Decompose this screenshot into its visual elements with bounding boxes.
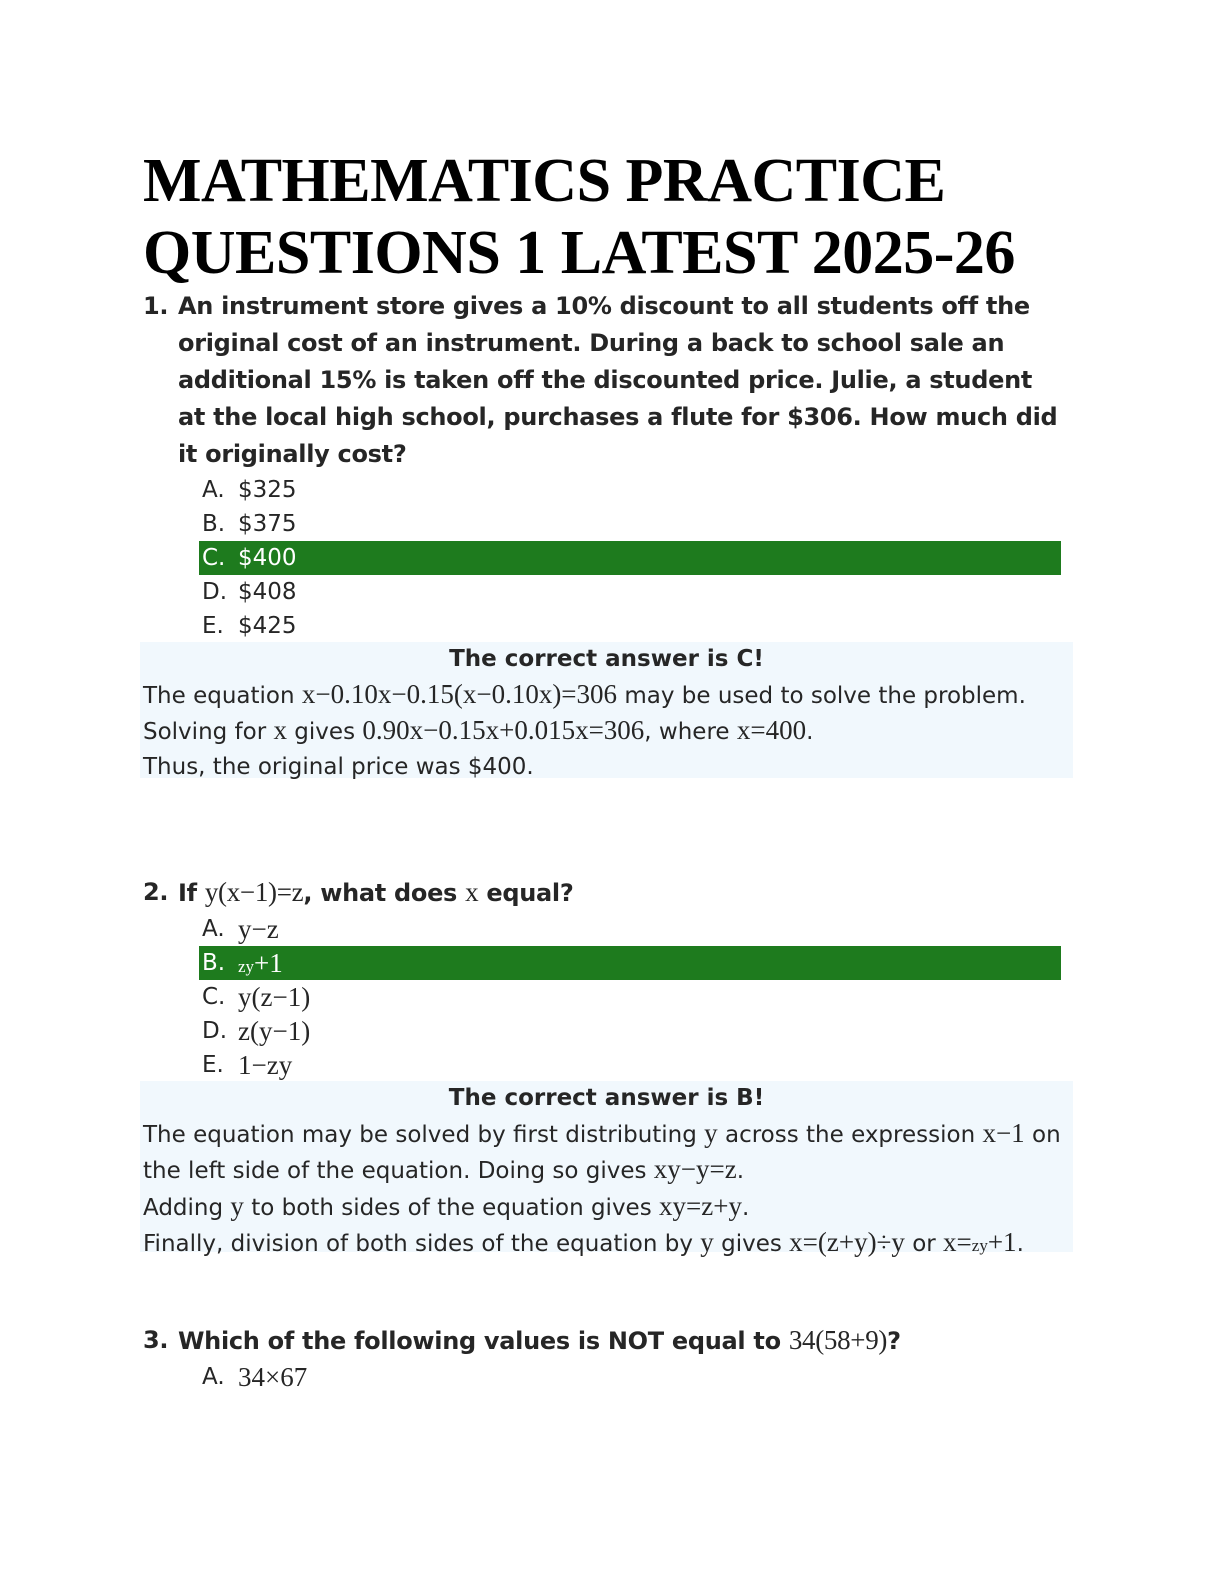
question-number: 2. <box>143 878 169 906</box>
question-1-prompt <box>143 288 1063 473</box>
explanation-line-4 <box>140 1225 1073 1264</box>
text-run: The equation may be solved by first distributing <box>143 1121 705 1148</box>
text-run: Which of the following values is NOT equal to <box>178 1327 789 1355</box>
option-a[interactable] <box>199 473 1061 507</box>
math-expression: 0.90x−0.15x+0.015x=306 <box>362 715 645 745</box>
math-expression: y <box>700 1227 714 1257</box>
option-value: 1−zy <box>238 1050 293 1080</box>
text-run: gives <box>713 1231 790 1257</box>
option-letter: A. <box>202 1364 225 1390</box>
math-expression: x=(z+y)÷y <box>789 1227 905 1257</box>
option-a[interactable] <box>199 912 1061 946</box>
answer-options <box>143 912 1063 1082</box>
text-run: Adding <box>143 1194 231 1221</box>
option-d[interactable] <box>199 575 1061 609</box>
text-run: The equation <box>143 682 302 709</box>
text-run: , what does <box>303 879 466 907</box>
text-run: to both sides of the equation gives <box>243 1194 659 1221</box>
text-run: . <box>1016 1231 1024 1257</box>
explanation-2 <box>140 1081 1073 1257</box>
option-value: z(y−1) <box>238 1016 311 1046</box>
text-run: the left side of the equation. Doing so gives <box>143 1158 654 1184</box>
text-run: on <box>1024 1121 1061 1148</box>
option-value: $425 <box>238 613 297 639</box>
math-expression: +1 <box>987 1227 1017 1257</box>
explanation-line-2 <box>140 1152 1073 1189</box>
option-a[interactable] <box>199 1360 1061 1394</box>
explanation-line-3 <box>140 1189 1073 1226</box>
math-expression: xy=z+y <box>659 1190 742 1221</box>
answer-options <box>143 473 1063 643</box>
text-run: equal? <box>478 879 574 907</box>
option-value <box>238 946 283 984</box>
text-run: across the expression <box>717 1121 983 1148</box>
option-letter: D. <box>202 579 228 605</box>
math-expression: y(x−1)=z <box>204 877 304 907</box>
text-run: may be used to solve the problem. <box>617 682 1026 709</box>
math-expression: x= <box>943 1227 972 1257</box>
option-value: y−z <box>238 914 279 944</box>
math-expression: x−0.10x−0.15(x−0.10x)=306 <box>301 678 618 709</box>
option-d[interactable] <box>199 1014 1061 1048</box>
option-letter: E. <box>202 613 224 639</box>
text-run: gives <box>287 719 363 745</box>
question-3-prompt <box>143 1322 1063 1360</box>
option-letter: C. <box>202 984 226 1010</box>
option-letter: E. <box>202 1052 224 1078</box>
text-run: . <box>736 1158 745 1184</box>
text-run: . <box>741 1194 750 1221</box>
question-2 <box>143 874 1063 1082</box>
explanation-line-3: Thus, the original price was $400. <box>143 753 534 780</box>
explanation-line-2 <box>140 713 1073 750</box>
text-run: or <box>904 1231 944 1257</box>
option-value: $400 <box>238 545 297 571</box>
text-run: , where <box>644 719 737 745</box>
option-e[interactable] <box>199 1048 1061 1082</box>
explanation-line-1 <box>140 1116 1073 1153</box>
question-text: An instrument store gives a 10% discount to all students off the original cost of an instrument. During a back to school sale an additional 15% is taken off the discounted price. Julie, a student at the local high school, purchases a flute for $306. How much did it originally cost? <box>178 292 1058 468</box>
answer-heading: The correct answer is C! <box>449 646 764 672</box>
option-b-correct[interactable] <box>199 946 1061 980</box>
question-1 <box>143 288 1063 643</box>
question-2-prompt <box>143 874 1063 912</box>
text-run: ? <box>887 1327 901 1355</box>
fraction-text: zy <box>238 957 255 976</box>
option-e[interactable] <box>199 609 1061 643</box>
option-b[interactable] <box>199 507 1061 541</box>
title-line-1: MATHEMATICS PRACTICE <box>143 147 946 215</box>
option-value: 34×67 <box>238 1362 308 1392</box>
math-expression: y <box>704 1117 718 1148</box>
math-expression: x−1 <box>982 1117 1025 1148</box>
option-value: $375 <box>238 511 297 537</box>
explanation-1 <box>140 642 1073 778</box>
option-c-correct[interactable] <box>199 541 1061 575</box>
math-expression: 34(58+9) <box>788 1325 888 1355</box>
option-letter: D. <box>202 1018 228 1044</box>
option-letter: A. <box>202 916 225 942</box>
page-title <box>143 145 1123 289</box>
option-c[interactable] <box>199 980 1061 1014</box>
math-expression: x=400 <box>736 715 807 745</box>
answer-heading: The correct answer is B! <box>448 1085 765 1111</box>
answer-options <box>143 1360 1063 1394</box>
math-expression: x <box>273 715 287 745</box>
option-letter: B. <box>202 511 226 537</box>
title-line-2: QUESTIONS 1 LATEST 2025-26 <box>143 219 1015 287</box>
fraction-text: zy <box>971 1236 988 1255</box>
text-run: . <box>806 719 814 745</box>
text-run: Solving for <box>143 719 274 745</box>
math-expression: x <box>465 877 479 907</box>
math-expression: +1 <box>254 948 283 978</box>
option-letter: A. <box>202 477 225 503</box>
question-number: 1. <box>143 292 169 320</box>
text-run: If <box>178 879 205 907</box>
question-number: 3. <box>143 1326 169 1354</box>
math-expression: y <box>230 1190 244 1221</box>
option-letter: B. <box>202 950 226 976</box>
option-letter: C. <box>202 545 226 571</box>
option-value: $408 <box>238 579 297 605</box>
question-3 <box>143 1322 1063 1394</box>
explanation-line-1 <box>140 677 1073 714</box>
text-run: Finally, division of both sides of the equation by <box>143 1231 701 1257</box>
option-value: $325 <box>238 477 297 503</box>
option-value: y(z−1) <box>238 982 311 1012</box>
math-expression: xy−y=z <box>653 1154 737 1184</box>
